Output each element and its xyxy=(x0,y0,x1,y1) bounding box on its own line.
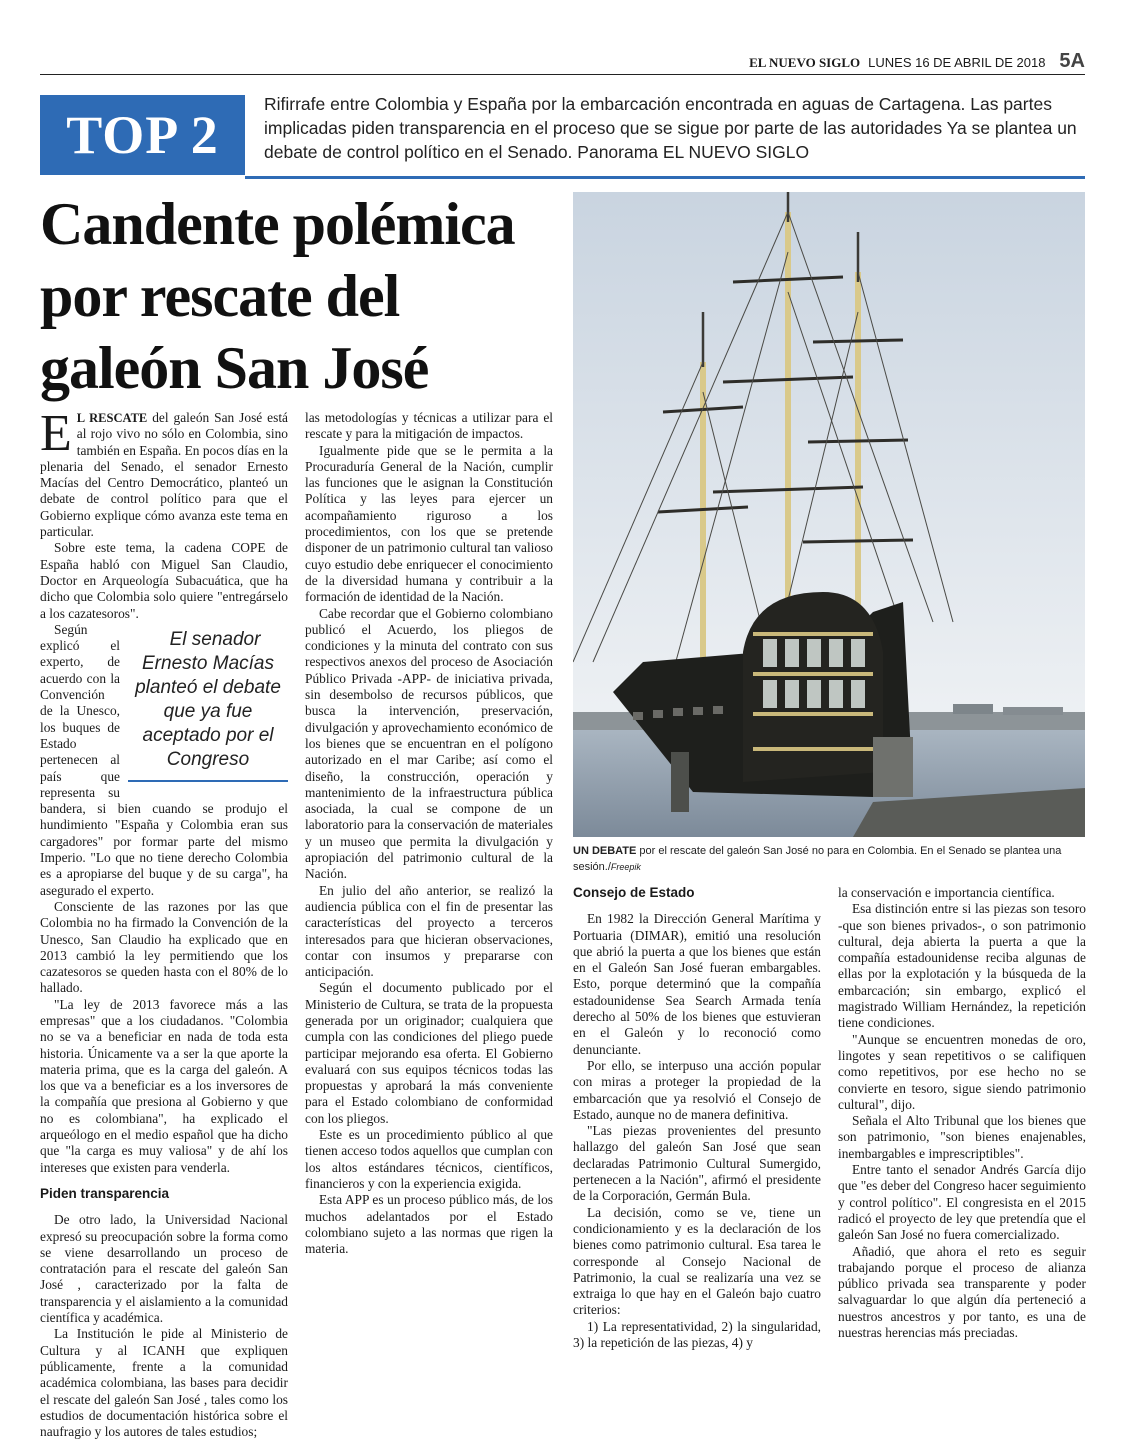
article-column-4 xyxy=(838,885,1086,1341)
paragraph: En 1982 la Dirección General Marítima y Portuaria (DIMAR), emitió una resolución que abrió la puerta a que los bienes que están en el Galeón San José fueran embargables. Esto, porque determinó que la compañía estadounidense Sea Search Armada tenía derecho al 50% de los bienes que estuvieran en el Galeón y lo reconoció como denunciante. xyxy=(573,911,821,1057)
paragraph: La Institución le pide al Ministerio de Cultura y al ICANH que expliquen públicamente, frente a la comunidad académica colombiana, las bases para decidir el rescate del galeón San José , tales como los estudios de documentación histórica sobre el naufragio y los autores de tales estudios; xyxy=(40,1326,288,1440)
paragraph: La decisión, como se ve, tiene un condicionamiento y es la declaración de los bienes como patrimonio cultural. Esa tarea le corresponde al Consejo Nacional de Patrimonio, la cual se realizaría una vez se extraiga lo que hay en el Galeón bajo cuatro criterios: xyxy=(573,1204,821,1318)
paragraph: 1) La representatividad, 2) la singularidad, 3) la repetición de las piezas, 4) y xyxy=(573,1318,821,1351)
section-tag: TOP 2 xyxy=(40,95,245,175)
drop-cap: E xyxy=(40,405,72,462)
ship-photo xyxy=(573,192,1085,837)
page-number: 5A xyxy=(1059,50,1085,72)
issue-date: LUNES 16 DE ABRIL DE 2018 xyxy=(868,55,1046,70)
paragraph: Esta APP es un proceso público más, de los muchos adelantados por el Estado colombiano sujeto a las normas que rigen la materia. xyxy=(305,1192,553,1257)
paragraph: Cabe recordar que el Gobierno colombiano publicó el Acuerdo, los pliegos de condiciones y la minuta del contrato con sus respectivos anexos del proceso de Asociación Público Privada -APP- de iniciativa privada, sin desembolso de recursos públicos, que busca la intervención, preservación, divulgación y aprovechamiento económico de los bienes que se encuentran en el polígono autorizado en el mar Caribe; así como el diseño, la construcción, operación y mantenimiento de la infraestructura pública asociada, la cual se compone de un laboratorio para la conservación de materiales y un museo que permita la divulgación y apropiación del patrimonio cultural de la Nación. xyxy=(305,605,553,882)
article-headline: Candente polémica por rescate del galeón San José xyxy=(40,191,515,401)
paragraph: De otro lado, la Universidad Nacional expresó su preocupación sobre la forma como se viene desarrollando un proceso de contratación para el rescate del galeón San José , caracterizado por la falta de transparencia y el aislamiento a la comunidad científica y académica. xyxy=(40,1212,288,1326)
paragraph: Esa distinción entre si las piezas son tesoro -que son bienes privados-, o son patrimonio cultural, deja abierta la puerta a que la compañía estadounidense reciba algunas de ellas por la explotación y la búsqueda de la embarcación; sin embargo, explicó el magistrado William Hernández, la repetición tiene condiciones. xyxy=(838,901,1086,1031)
paragraph-with-pullquote xyxy=(40,622,288,899)
section-rule xyxy=(245,176,1085,179)
subheading-transparencia: Piden transparencia xyxy=(40,1185,170,1201)
photo-caption xyxy=(573,843,1085,875)
paragraph: Este es un procedimiento público al que tienen acceso todos aquellos que cumplan con los altos estándares técnicos, científicos, financieros y con la experiencia exigida. xyxy=(305,1127,553,1191)
paragraph: "La ley de 2013 favorece más a las empresas" que a los ciudadanos. "Colombia no se va a beneficiar en nada de toda esta historia. Únicamente va a ser la que aporte la materia prima, que es la carga del galeón. A los que va a beneficiar es a los inversores de la compañía que presiona al Gobierno y que no es colombiana", ha explicado el arqueólogo en el medio español que ha dicho que "la carga es muy valiosa" y de ahí los intereses que existen para venderla. xyxy=(40,996,288,1175)
paragraph: En julio del año anterior, se realizó la audiencia pública con el fin de presentar las características del proyecto a terceros interesados para que hicieran observaciones, contar con insumos y prepararse con anticipación. xyxy=(305,882,553,980)
article-column-3 xyxy=(573,885,821,1351)
paragraph: Añadió, que ahora el reto es seguir trabajando porque el proceso de alianza público privada sea transparente y poder salvaguardar lo que algún día perteneció a nuestros ancestros y por tanto, es una de nuestras herencias más preciadas. xyxy=(838,1243,1086,1341)
paragraph: la conservación e importancia científica. xyxy=(838,885,1055,900)
photo-credit: Freepik xyxy=(610,862,641,872)
lead-in: L RESCATE xyxy=(76,411,148,425)
paragraph: Por ello, se interpuso una acción popular con miras a proteger la propiedad de la embarcación que ya resolvió el Consejo de Estado, aunque no de manera definitiva. xyxy=(573,1057,821,1122)
paragraph: Igualmente pide que se le permita a la Procuraduría General de la Nación, cumplir las funciones que le asignan la Constitución Política y las leyes para ejercer un acompañamiento riguroso a los procedimientos, con los que se pretende disponer de un patrimonio cultural tan valioso cuyo estudio debe enriquecer el conocimiento de la diversidad humana y contribuir a la formación de identidad de la Nación. xyxy=(305,442,553,605)
paragraph: Consciente de las razones por las que Colombia no ha firmado la Convención de la Unesco, San Claudio ha explicado que en 2013 cambió la ley permitiendo que los cazatesoros se queden hasta con el 80% de lo hallado. xyxy=(40,898,288,996)
masthead xyxy=(749,50,1085,73)
paragraph: Sobre este tema, la cadena COPE de España habló con Miguel San Claudio, Doctor en Arqueología Subacuática, que ha dicho que Colombia solo quiere "entregárselo a los cazatesoros". xyxy=(40,540,288,621)
paragraph: "Aunque se encuentren monedas de oro, lingotes y sean repetitivos o se califiquen como repetitivos, por ese hecho no se convierte en tesoro, sigue siendo patrimonio cultural", dijo. xyxy=(838,1031,1086,1112)
article-column-2 xyxy=(305,410,553,1257)
paragraph: del galeón San José está al rojo vivo no sólo en Colombia, sino también en España. En pocos días en la plenaria del Senado, el senador Ernesto Macías del Centro Democrático, planteó un debate de control político para que el Gobierno explique cómo avanza este tema en particular. xyxy=(40,410,289,540)
paragraph: Entre tanto el senador Andrés García dijo que "es deber del Congreso hacer seguimiento y control político". El congresista en el 2015 radicó el proyecto de ley que pretendía que el galeón San José no fuera comercializado. xyxy=(838,1162,1086,1243)
paragraph-text: Según explicó el experto, de acuerdo con la Convención de la Unesco, los buques de Estado pertenecen al país que representa su bandera, si bien cuando se produjo el hundimiento "España y Colombia eran sus cargadores" por formar parte del mismo Imperio. "Lo que no tiene derecho Colombia es a apropiarse del buque y de su carga", ha asegurado el experto. xyxy=(40,621,288,898)
article-column-1 xyxy=(40,405,289,1440)
pull-quote: El senador Ernesto Macías planteó el debate que ya fue aceptado por el Congreso xyxy=(128,628,288,782)
newspaper-name: EL NUEVO SIGLO xyxy=(749,55,861,70)
section-deck: Rifirrafe entre Colombia y España por la embarcación encontrada en aguas de Cartagena. Las partes implicadas piden transparencia en el proceso que se sigue por parte de las autoridades Ya se plantea un debate de control político en el Senado. Panorama EL NUEVO SIGLO xyxy=(264,94,1077,162)
caption-lead: UN DEBATE xyxy=(573,845,637,857)
caption-text: por el rescate del galeón San José no para en Colombia. En el Senado se plantea una sesión./ xyxy=(573,845,1062,873)
header-rule xyxy=(40,74,1085,75)
paragraph: las metodologías y técnicas a utilizar para el rescate y para la mitigación de impactos. xyxy=(305,410,553,442)
galleon-illustration xyxy=(573,192,1085,837)
paragraph: Según el documento publicado por el Ministerio de Cultura, se trata de la propuesta generada por un originador; cualquiera que cumpla con las condiciones del pliego puede participar mejorando esa oferta. El Gobierno evaluará con sus equipos técnicos todas las propuestas y aprobará la más conveniente para el Estado colombiano de conformidad con los pliegos. xyxy=(305,980,553,1126)
subheading-consejo: Consejo de Estado xyxy=(573,885,695,900)
paragraph: Señala el Alto Tribunal que los bienes que son patrimonio, "son bienes enajenables, inembargables e imprescriptibles". xyxy=(838,1113,1086,1161)
paragraph: "Las piezas provenientes del presunto hallazgo del galeón San José que sean declaradas Patrimonio Cultural Sumergido, pertenecen a la Nación", afirmó el presidente de la Corporación, Germán Bula. xyxy=(573,1123,821,1204)
